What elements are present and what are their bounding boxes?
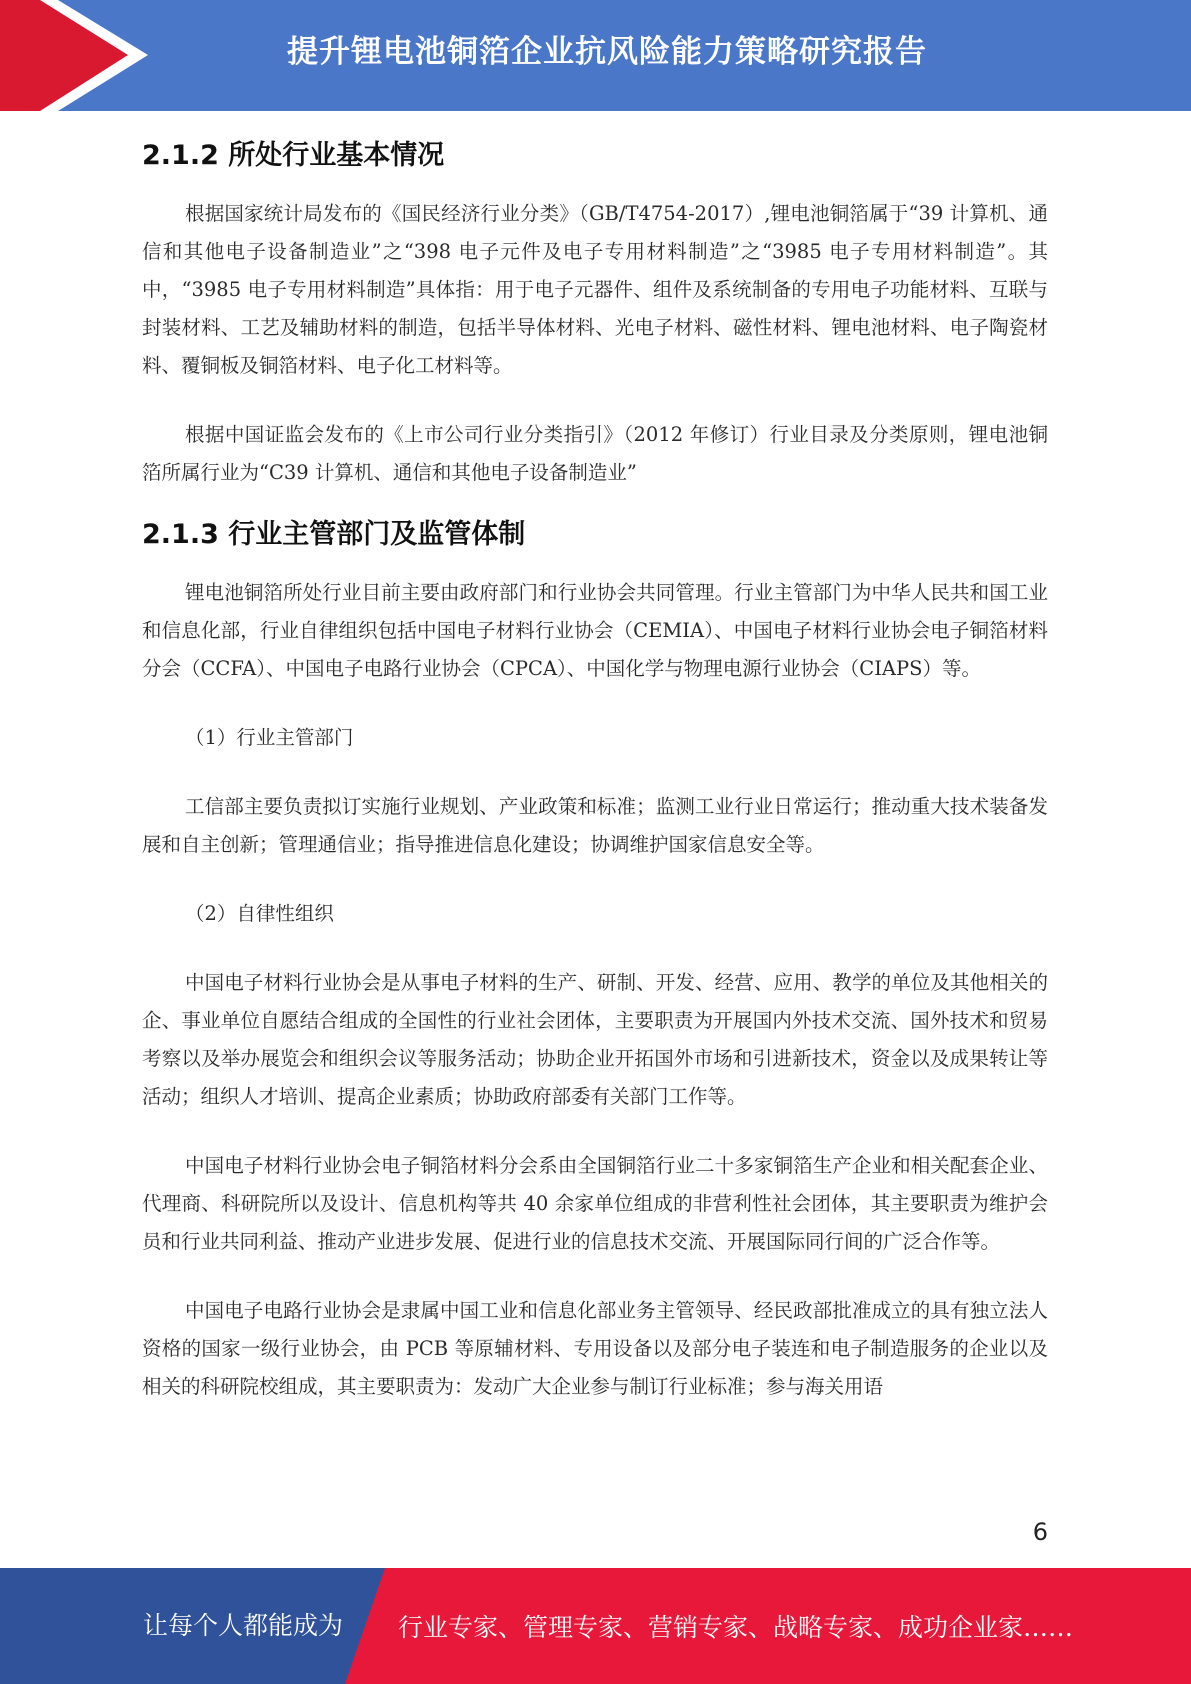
header-banner xyxy=(0,0,1191,111)
report-title: 提升锂电池铜箔企业抗风险能力策略研究报告 xyxy=(287,34,927,70)
section-heading-2-1-2: 2.1.2 所处行业基本情况 xyxy=(142,140,445,171)
footer-slogan-left: 让每个人都能成为 xyxy=(143,1611,344,1640)
section-heading-2-1-3: 2.1.3 行业主管部门及监管体制 xyxy=(142,519,526,550)
header-arrow-decoration xyxy=(0,0,160,111)
paragraph-ccfa: 中国电子材料行业协会电子铜箔材料分会系由全国铜箔行业二十多家铜箔生产企业和相关配套企业、代理商、科研院所以及设计、信息机构等共 40 余家单位组成的非营利性社会团体，其主要职责为维护会员和行业共同利益、推动产业进步发展、促进行业的信息技术交流、开展国际同行间的广泛合作等。 xyxy=(142,1154,1048,1253)
paragraph-industry-classification: 根据国家统计局发布的《国民经济行业分类》（GB/T4754-2017）,锂电池铜箔属于“39 计算机、通信和其他电子设备制造业”之“398 电子元件及电子专用材料制造”之“3985 电子专用材料制造”。其中，“3985 电子专用材料制造”具体指：用于电子元器件、组件及系统制备的专用电子功能材料、互联与封装材料、工艺及辅助材料的制造，包括半导体材料、光电子材料、磁性材料、锂电池材料、电子陶瓷材料、覆铜板及铜箔材料、电子化工材料等。 xyxy=(142,202,1048,377)
paragraph-cemia: 中国电子材料行业协会是从事电子材料的生产、研制、开发、经营、应用、教学的单位及其他相关的企、事业单位自愿结合组成的全国性的行业社会团体，主要职责为开展国内外技术交流、国外技术和贸易考察以及举办展览会和组织会议等服务活动；协助企业开拓国外市场和引进新技术，资金以及成果转让等活动；组织人才培训、提高企业素质；协助政府部委有关部门工作等。 xyxy=(142,971,1048,1108)
document-body xyxy=(142,120,1048,1406)
paragraph-regulatory-overview: 锂电池铜箔所处行业目前主要由政府部门和行业协会共同管理。行业主管部门为中华人民共和国工业和信息化部，行业自律组织包括中国电子材料行业协会（CEMIA）、中国电子材料行业协会电子铜箔材料分会（CCFA）、中国电子电路行业协会（CPCA）、中国化学与物理电源行业协会（CIAPS）等。 xyxy=(142,581,1048,680)
subheading-self-regulatory: （2）自律性组织 xyxy=(185,902,334,925)
paragraph-csrc-classification: 根据中国证监会发布的《上市公司行业分类指引》（2012 年修订）行业目录及分类原则，锂电池铜箔所属行业为“C39 计算机、通信和其他电子设备制造业” xyxy=(142,423,1048,484)
footer-banner xyxy=(0,1568,1191,1684)
page-number: 6 xyxy=(1032,1518,1048,1546)
subheading-authority: （1）行业主管部门 xyxy=(185,726,354,749)
paragraph-miit-duties: 工信部主要负责拟订实施行业规划、产业政策和标准；监测工业行业日常运行；推动重大技术装备发展和自主创新；管理通信业；指导推进信息化建设；协调维护国家信息安全等。 xyxy=(142,795,1048,856)
footer-slogan-right: 行业专家、管理专家、营销专家、战略专家、成功企业家…… xyxy=(398,1613,1074,1642)
paragraph-cpca: 中国电子电路行业协会是隶属中国工业和信息化部业务主管领导、经民政部批准成立的具有独立法人资格的国家一级行业协会，由 PCB 等原辅材料、专用设备以及部分电子装连和电子制造服务的企业以及相关的科研院校组成，其主要职责为：发动广大企业参与制订行业标准；参与海关用语 xyxy=(142,1299,1048,1398)
